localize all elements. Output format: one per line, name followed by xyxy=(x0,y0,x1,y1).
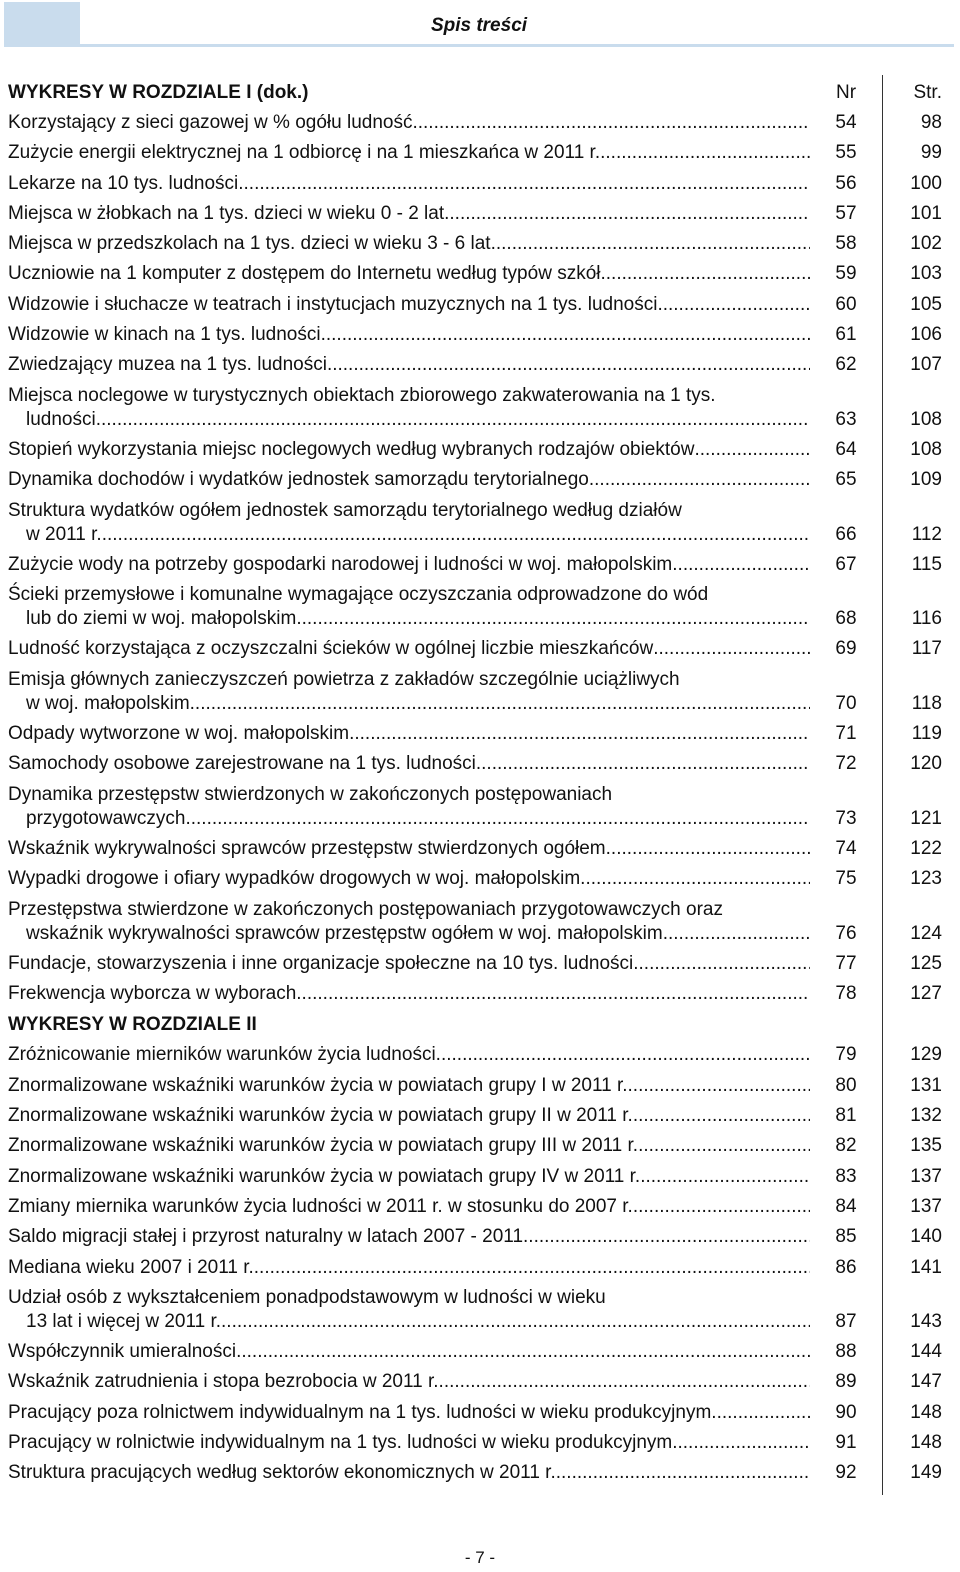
toc-entry-text: przygotowawczych xyxy=(26,807,186,829)
dot-leader xyxy=(657,293,810,317)
figure-number: 67 xyxy=(835,553,857,575)
dot-leader xyxy=(694,438,810,462)
dot-leader xyxy=(412,111,810,135)
figure-number: 82 xyxy=(835,1135,857,1157)
toc-entry-text: Współczynnik umieralności xyxy=(8,1341,237,1363)
figure-number: 71 xyxy=(835,723,857,745)
page-ref: 122 xyxy=(910,837,942,859)
figure-number: 70 xyxy=(835,692,857,714)
dot-leader xyxy=(606,837,810,861)
figure-number: 62 xyxy=(835,354,857,376)
toc-entry-text: Wskaźnik wykrywalności sprawców przestępstw stwierdzonych ogółem xyxy=(8,837,606,859)
page-ref: 119 xyxy=(911,723,942,745)
page-ref: 117 xyxy=(911,638,942,660)
toc-entry[interactable] xyxy=(0,350,960,380)
toc-entry[interactable] xyxy=(0,580,960,634)
page-ref: 118 xyxy=(911,692,942,714)
page-ref: 106 xyxy=(910,324,942,346)
toc-entry[interactable] xyxy=(0,1131,960,1161)
figure-number: 85 xyxy=(835,1226,857,1248)
dot-leader xyxy=(653,637,810,661)
toc-entry-text: ludności xyxy=(26,408,96,430)
dot-leader xyxy=(349,722,810,746)
toc-entry-text: Pracujący w rolnictwie indywidualnym na 1 tys. ludności w wieku produkcyjnym xyxy=(8,1431,673,1453)
figure-number: 58 xyxy=(835,233,857,255)
toc-entry[interactable] xyxy=(0,895,960,949)
page-ref: 125 xyxy=(910,952,942,974)
page-ref: 141 xyxy=(910,1256,942,1278)
toc-entry[interactable] xyxy=(0,1398,960,1428)
toc-entry-text: w woj. małopolskim xyxy=(26,692,190,714)
page-ref: 137 xyxy=(910,1165,942,1187)
dot-leader xyxy=(190,692,810,716)
toc-entry[interactable] xyxy=(0,1040,960,1070)
figure-number: 91 xyxy=(835,1431,857,1453)
figure-number: 74 xyxy=(835,837,857,859)
toc-entry[interactable] xyxy=(0,1071,960,1101)
page-ref: 132 xyxy=(910,1105,942,1127)
toc-entry[interactable] xyxy=(0,1222,960,1252)
toc-entry[interactable] xyxy=(0,949,960,979)
toc-entry-text: Korzystający z sieci gazowej w % ogółu ludność xyxy=(8,112,413,133)
page-ref: 131 xyxy=(910,1074,942,1096)
toc-entry[interactable] xyxy=(0,979,960,1009)
column-header-nr: Nr xyxy=(835,82,857,103)
toc-entry-text: 13 lat i więcej w 2011 r. xyxy=(26,1310,222,1332)
toc-entry-text: Uczniowie na 1 komputer z dostępem do Internetu według typów szkół xyxy=(8,263,601,285)
toc-entry[interactable] xyxy=(0,138,960,168)
page-ref: 124 xyxy=(910,922,942,944)
figure-number: 78 xyxy=(835,983,857,1005)
figure-number: 64 xyxy=(835,438,857,460)
toc-entry-text: Fundacje, stowarzyszenia i inne organizacje społeczne na 10 tys. ludności xyxy=(8,952,634,974)
toc-entry-text: Zróżnicowanie mierników warunków życia ludności xyxy=(8,1044,436,1066)
toc-entry-text: lub do ziemi w woj. małopolskim xyxy=(26,608,297,630)
figure-number: 72 xyxy=(835,753,857,775)
dot-leader xyxy=(439,1370,810,1394)
section-title: WYKRESY W ROZDZIALE I (dok.) xyxy=(8,82,309,103)
figure-number: 65 xyxy=(835,469,857,491)
toc-entry[interactable] xyxy=(0,229,960,259)
page-ref: 135 xyxy=(910,1135,942,1157)
toc-entry[interactable] xyxy=(0,1283,960,1337)
page-ref: 129 xyxy=(910,1044,942,1066)
page-ref: 140 xyxy=(910,1226,942,1248)
toc-entry[interactable] xyxy=(0,1337,960,1367)
dot-leader xyxy=(221,1310,810,1334)
column-header-str: Str. xyxy=(913,82,942,103)
toc-entry-text: Dynamika dochodów i wydatków jednostek samorządu terytorialnego xyxy=(8,469,589,491)
toc-entry-text: Miejsca w przedszkolach na 1 tys. dzieci w wieku 3 - 6 lat xyxy=(8,233,491,255)
dot-leader xyxy=(638,1134,810,1158)
dot-leader xyxy=(491,232,810,256)
toc-entry[interactable] xyxy=(0,634,960,664)
section-heading xyxy=(0,1009,960,1040)
figure-number: 86 xyxy=(835,1256,857,1278)
page-ref: 108 xyxy=(910,438,942,460)
figure-number: 57 xyxy=(835,202,857,224)
toc-entry-text: Widzowie w kinach na 1 tys. ludności xyxy=(8,324,321,346)
figure-number: 80 xyxy=(835,1074,857,1096)
page-ref: 99 xyxy=(920,142,942,164)
toc-entry-text: Pracujący poza rolnictwem indywidualnym na 1 tys. ludności w wieku produkcyjnym xyxy=(8,1401,712,1423)
dot-leader xyxy=(633,1104,810,1128)
toc-entry[interactable] xyxy=(0,108,960,138)
dot-leader xyxy=(436,1043,810,1067)
dot-leader xyxy=(254,1256,810,1280)
toc-entry-text: Znormalizowane wskaźniki warunków życia w powiatach grupy II w 2011 r. xyxy=(8,1105,633,1127)
toc-entry-text: Wskaźnik zatrudnienia i stopa bezrobocia w 2011 r. xyxy=(8,1371,439,1393)
toc-entry-text: Widzowie i słuchacze w teatrach i instytucjach muzycznych na 1 tys. ludności xyxy=(8,293,658,315)
page-ref: 144 xyxy=(910,1341,942,1363)
dot-leader xyxy=(640,1165,810,1189)
page-ref: 115 xyxy=(911,553,942,575)
figure-number: 55 xyxy=(835,142,857,164)
toc-entry-text: Znormalizowane wskaźniki warunków życia w powiatach grupy IV w 2011 r. xyxy=(8,1165,641,1187)
toc-entry[interactable] xyxy=(0,435,960,465)
page-ref: 116 xyxy=(911,608,942,630)
page-ref: 149 xyxy=(910,1462,942,1484)
toc-entry-text: Mediana wieku 2007 i 2011 r. xyxy=(8,1256,254,1278)
figure-number: 66 xyxy=(835,523,857,545)
dot-leader xyxy=(296,607,810,631)
toc-entry[interactable] xyxy=(0,834,960,864)
toc-entry[interactable] xyxy=(0,665,960,719)
toc-entry[interactable] xyxy=(0,320,960,350)
page-ref: 121 xyxy=(910,807,942,829)
toc-entry-text: Miejsca noclegowe w turystycznych obiektach zbiorowego zakwaterowania na 1 tys. xyxy=(8,384,716,406)
page-ref: 103 xyxy=(910,263,942,285)
toc-entry[interactable] xyxy=(0,550,960,580)
dot-leader xyxy=(476,752,810,776)
figure-number: 79 xyxy=(835,1044,857,1066)
toc-entry-text: Zmiany miernika warunków życia ludności w 2011 r. w stosunku do 2007 r. xyxy=(8,1195,633,1217)
dot-leader xyxy=(321,323,810,347)
dot-leader xyxy=(523,1225,810,1249)
toc-entry[interactable] xyxy=(0,749,960,779)
dot-leader xyxy=(672,553,810,577)
toc-entry-text: Saldo migracji stałej i przyrost naturalny w latach 2007 - 2011 xyxy=(8,1226,524,1248)
toc-entry-text: wskaźnik wykrywalności sprawców przestępstw ogółem w woj. małopolskim xyxy=(26,922,663,944)
toc-entry[interactable] xyxy=(0,1428,960,1458)
dot-leader xyxy=(444,202,810,226)
figure-number: 83 xyxy=(835,1165,857,1187)
toc-entry-text: Frekwencja wyborcza w wyborach xyxy=(8,983,297,1005)
toc-entry[interactable] xyxy=(0,1253,960,1283)
dot-leader xyxy=(556,1461,810,1485)
dot-leader xyxy=(600,141,810,165)
dot-leader xyxy=(663,922,810,946)
dot-leader xyxy=(672,1431,810,1455)
page-ref: 108 xyxy=(910,408,942,430)
toc-entry[interactable] xyxy=(0,465,960,495)
page-header xyxy=(4,2,954,46)
figure-number: 81 xyxy=(835,1105,857,1127)
toc-entry-text: Zwiedzający muzea na 1 tys. ludności xyxy=(8,354,327,376)
toc-entry-text: Zużycie wody na potrzeby gospodarki narodowej i ludności w woj. małopolskim xyxy=(8,553,673,575)
toc-entry[interactable] xyxy=(0,496,960,550)
figure-number: 84 xyxy=(835,1195,857,1217)
figure-number: 88 xyxy=(835,1341,857,1363)
dot-leader xyxy=(185,807,810,831)
page-ref: 112 xyxy=(911,523,942,545)
header-rule xyxy=(4,44,954,47)
toc-entry[interactable] xyxy=(0,169,960,199)
toc-entry-text: Struktura wydatków ogółem jednostek samorządu terytorialnego według działów xyxy=(8,499,682,521)
table-of-contents xyxy=(0,77,960,1489)
toc-entry[interactable] xyxy=(0,1101,960,1131)
toc-entry-text: Lekarze na 10 tys. ludności xyxy=(8,172,239,194)
section-title: WYKRESY W ROZDZIALE II xyxy=(8,1014,257,1036)
toc-entry-text: w 2011 r. xyxy=(26,523,102,545)
dot-leader xyxy=(711,1401,810,1425)
page-ref: 100 xyxy=(910,172,942,194)
page-ref: 102 xyxy=(910,233,942,255)
toc-entry[interactable] xyxy=(0,290,960,320)
page-ref: 148 xyxy=(910,1431,942,1453)
toc-entry-text: Ścieki przemysłowe i komunalne wymagające oczyszczania odprowadzone do wód xyxy=(8,584,709,606)
dot-leader xyxy=(236,1340,810,1364)
header-title: Spis treści xyxy=(430,15,528,36)
toc-entry-text: Ludność korzystająca z oczyszczalni ścieków w ogólnej liczbie mieszkańców xyxy=(8,638,654,660)
toc-entry-text: Znormalizowane wskaźniki warunków życia w powiatach grupy III w 2011 r. xyxy=(8,1135,639,1157)
toc-entry[interactable] xyxy=(0,259,960,289)
figure-number: 60 xyxy=(835,293,857,315)
toc-entry-text: Samochody osobowe zarejestrowane na 1 tys. ludności xyxy=(8,753,476,775)
dot-leader xyxy=(102,523,810,547)
toc-entry[interactable] xyxy=(0,1367,960,1397)
dot-leader xyxy=(238,172,810,196)
figure-number: 90 xyxy=(835,1401,857,1423)
page-number: - 7 - xyxy=(464,1548,496,1567)
dot-leader xyxy=(96,408,810,432)
toc-entry-text: Dynamika przestępstw stwierdzonych w zakończonych postępowaniach xyxy=(8,783,613,805)
dot-leader xyxy=(327,353,810,377)
page-ref: 147 xyxy=(910,1371,942,1393)
figure-number: 87 xyxy=(835,1310,857,1332)
toc-entry-text: Struktura pracujących według sektorów ekonomicznych w 2011 r. xyxy=(8,1462,556,1484)
dot-leader xyxy=(633,952,810,976)
dot-leader xyxy=(600,262,810,286)
figure-number: 56 xyxy=(835,172,857,194)
page-ref: 123 xyxy=(910,868,942,890)
page-ref: 98 xyxy=(920,112,942,133)
figure-number: 61 xyxy=(835,324,857,346)
page-ref: 101 xyxy=(910,202,942,224)
toc-entry[interactable] xyxy=(0,864,960,894)
page-ref: 143 xyxy=(910,1310,942,1332)
page-ref: 105 xyxy=(910,293,942,315)
page-ref: 137 xyxy=(910,1195,942,1217)
toc-entry-text: Wypadki drogowe i ofiary wypadków drogowych w woj. małopolskim xyxy=(8,868,581,890)
toc-entry-text: Udział osób z wykształceniem ponadpodstawowym w ludności w wieku xyxy=(8,1286,606,1308)
toc-entry[interactable] xyxy=(0,1162,960,1192)
toc-entry[interactable] xyxy=(0,1458,960,1488)
figure-number: 54 xyxy=(835,112,857,133)
dot-leader xyxy=(589,468,810,492)
figure-number: 73 xyxy=(835,807,857,829)
toc-entry[interactable] xyxy=(0,1192,960,1222)
toc-entry[interactable] xyxy=(0,199,960,229)
dot-leader xyxy=(580,867,810,891)
page-ref: 109 xyxy=(910,469,942,491)
page-ref: 127 xyxy=(910,983,942,1005)
figure-number: 63 xyxy=(835,408,857,430)
dot-leader xyxy=(628,1074,810,1098)
figure-number: 69 xyxy=(835,638,857,660)
section-heading xyxy=(0,77,960,108)
page-ref: 107 xyxy=(910,354,942,376)
page-ref: 148 xyxy=(910,1401,942,1423)
toc-entry-text: Zużycie energii elektrycznej na 1 odbiorcę i na 1 mieszkańca w 2011 r. xyxy=(8,142,601,164)
figure-number: 89 xyxy=(835,1371,857,1393)
toc-entry[interactable] xyxy=(0,719,960,749)
toc-entry-text: Stopień wykorzystania miejsc noclegowych według wybranych rodzajów obiektów xyxy=(8,438,695,460)
dot-leader xyxy=(296,982,810,1006)
dot-leader xyxy=(633,1195,810,1219)
figure-number: 76 xyxy=(835,922,857,944)
figure-number: 75 xyxy=(835,868,857,890)
figure-number: 92 xyxy=(835,1462,857,1484)
toc-entry[interactable] xyxy=(0,381,960,435)
toc-entry-text: Odpady wytworzone w woj. małopolskim xyxy=(8,723,350,745)
toc-entry-text: Znormalizowane wskaźniki warunków życia w powiatach grupy I w 2011 r. xyxy=(8,1074,628,1096)
figure-number: 77 xyxy=(835,952,857,974)
toc-entry-text: Emisja głównych zanieczyszczeń powietrza z zakładów szczególnie uciążliwych xyxy=(8,668,680,690)
toc-entry-text: Miejsca w żłobkach na 1 tys. dzieci w wieku 0 - 2 lat xyxy=(8,202,445,224)
toc-entry-text: Przestępstwa stwierdzone w zakończonych postępowaniach przygotowawczych oraz xyxy=(8,898,723,920)
page-ref: 120 xyxy=(910,753,942,775)
toc-entry[interactable] xyxy=(0,780,960,834)
figure-number: 59 xyxy=(835,263,857,285)
figure-number: 68 xyxy=(835,608,857,630)
